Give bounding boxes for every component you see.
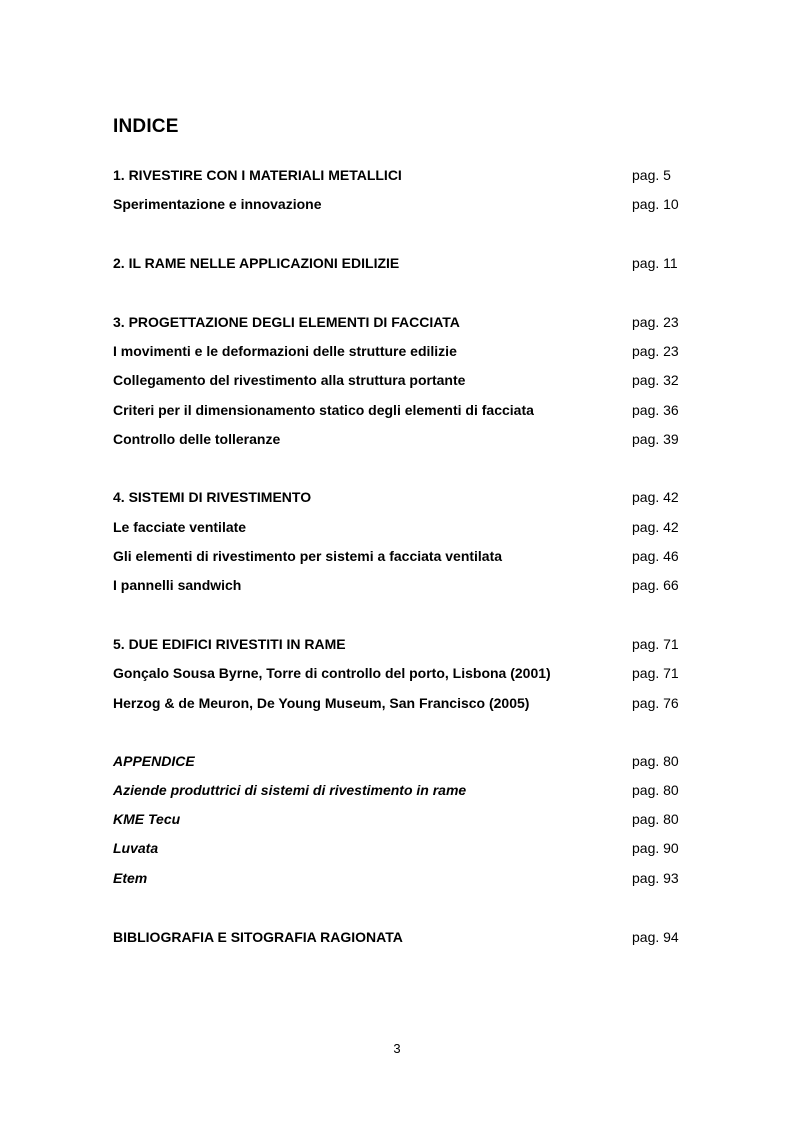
toc-entry (113, 165, 683, 185)
toc-entry-page: pag. 23 (632, 314, 679, 330)
toc-entry-label: 3. PROGETTAZIONE DEGLI ELEMENTI DI FACCIATA (113, 314, 460, 330)
toc-entry (113, 663, 683, 683)
toc-entry-label: Gli elementi di rivestimento per sistemi a facciata ventilata (113, 548, 503, 564)
toc-entry-page: pag. 90 (632, 840, 679, 856)
toc-entry-page: pag. 71 (632, 665, 679, 681)
toc-entry-label: Controllo delle tolleranze (113, 431, 281, 447)
page-title: INDICE (113, 116, 179, 137)
toc-entry (113, 194, 683, 214)
toc-entry-label: KME Tecu (113, 811, 181, 827)
toc-entry-page: pag. 10 (632, 196, 679, 212)
toc-entry (113, 868, 683, 888)
toc-entry-label: Gonçalo Sousa Byrne, Torre di controllo del porto, Lisbona (2001) (113, 665, 551, 681)
toc-entry-page: pag. 80 (632, 811, 679, 827)
toc-entry-label: Etem (113, 870, 148, 886)
toc-entry-label: Criteri per il dimensionamento statico degli elementi di facciata (113, 402, 534, 418)
toc-entry-label: I movimenti e le deformazioni delle strutture edilizie (113, 343, 457, 359)
toc-entry-page: pag. 42 (632, 519, 679, 535)
toc-entry-page: pag. 71 (632, 636, 679, 652)
toc-entry-label: I pannelli sandwich (113, 577, 242, 593)
toc-entry (113, 751, 683, 771)
toc-entry (113, 253, 683, 273)
toc-entry-page: pag. 76 (632, 695, 679, 711)
toc-entry (113, 838, 683, 858)
toc-entry (113, 370, 683, 390)
toc-entry (113, 312, 683, 332)
toc-entry-page: pag. 23 (632, 343, 679, 359)
toc-entry (113, 927, 683, 947)
toc-entry (113, 634, 683, 654)
toc-entry (113, 780, 683, 800)
toc-entry-page: pag. 94 (632, 929, 679, 945)
toc-entry-page: pag. 80 (632, 782, 679, 798)
toc-entry-page: pag. 66 (632, 577, 679, 593)
toc-entry (113, 575, 683, 595)
toc-entry-label: APPENDICE (113, 753, 195, 769)
toc-entry-label: 1. RIVESTIRE CON I MATERIALI METALLICI (113, 167, 402, 183)
toc-entry-page: pag. 36 (632, 402, 679, 418)
toc-entry-page: pag. 32 (632, 372, 679, 388)
toc-entry-page: pag. 5 (632, 167, 671, 183)
toc-entry-label: Sperimentazione e innovazione (113, 196, 322, 212)
toc-entry-label: 2. IL RAME NELLE APPLICAZIONI EDILIZIE (113, 255, 400, 271)
toc-entry (113, 400, 683, 420)
page-number: 3 (393, 1041, 401, 1056)
toc-entry (113, 546, 683, 566)
toc-entry-page: pag. 93 (632, 870, 679, 886)
toc-entry-label: Collegamento del rivestimento alla struttura portante (113, 372, 466, 388)
toc-entry-page: pag. 39 (632, 431, 679, 447)
toc-entry-label: Luvata (113, 840, 159, 856)
toc-entry (113, 341, 683, 361)
toc-entry (113, 517, 683, 537)
toc-entry-label: Le facciate ventilate (113, 519, 247, 535)
toc-entry-label: 4. SISTEMI DI RIVESTIMENTO (113, 489, 312, 505)
toc-entry-page: pag. 46 (632, 548, 679, 564)
toc-entry-page: pag. 80 (632, 753, 679, 769)
toc-entry (113, 693, 683, 713)
toc-entry-page: pag. 42 (632, 489, 679, 505)
toc-entry-label: Aziende produttrici di sistemi di rivestimento in rame (113, 782, 467, 798)
toc-entry-page: pag. 11 (632, 255, 678, 271)
toc-entry (113, 487, 683, 507)
toc-entry-label: 5. DUE EDIFICI RIVESTITI IN RAME (113, 636, 346, 652)
toc-entry-label: BIBLIOGRAFIA E SITOGRAFIA RAGIONATA (113, 929, 403, 945)
toc-entry-label: Herzog & de Meuron, De Young Museum, San Francisco (2005) (113, 695, 530, 711)
toc-entry (113, 809, 683, 829)
toc-entry (113, 429, 683, 449)
